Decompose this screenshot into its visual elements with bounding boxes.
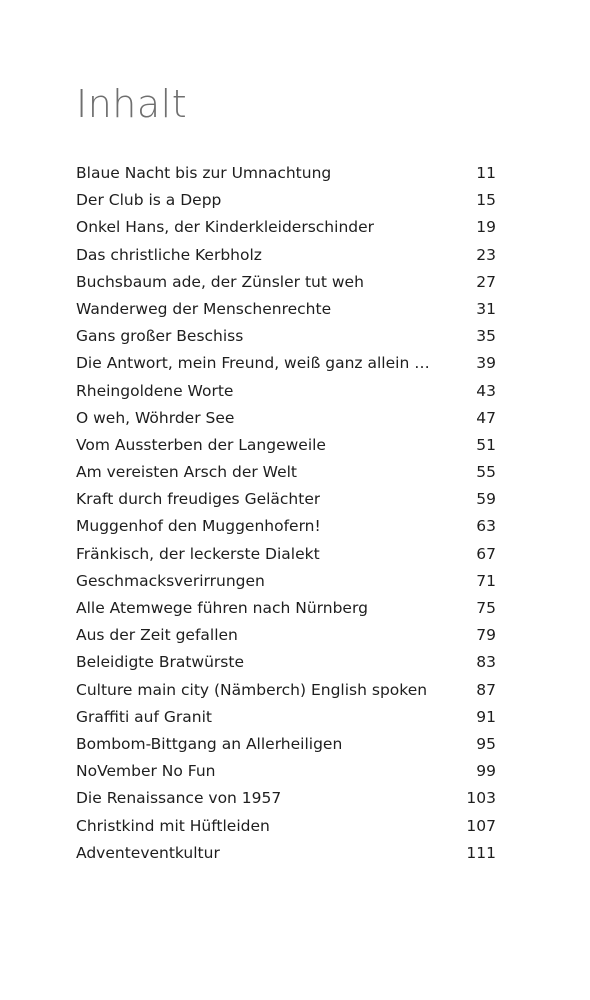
toc-entry bbox=[76, 677, 496, 704]
toc-entry-page: 91 bbox=[476, 707, 496, 726]
toc-entry bbox=[76, 704, 496, 731]
toc-entry bbox=[76, 513, 496, 540]
table-of-contents bbox=[76, 160, 496, 867]
toc-entry bbox=[76, 405, 496, 432]
toc-entry bbox=[76, 160, 496, 187]
toc-entry-page: 107 bbox=[466, 816, 496, 835]
toc-entry bbox=[76, 214, 496, 241]
toc-entry-page: 23 bbox=[476, 245, 496, 264]
toc-entry-title: Rheingoldene Worte bbox=[76, 381, 234, 400]
toc-entry-title: Am vereisten Arsch der Welt bbox=[76, 463, 297, 482]
toc-entry-title: Vom Aussterben der Langeweile bbox=[76, 435, 326, 454]
toc-entry-title: NoVember No Fun bbox=[76, 762, 216, 781]
toc-entry bbox=[76, 541, 496, 568]
toc-entry bbox=[76, 813, 496, 840]
toc-entry-title: Bombom-Bittgang an Allerheiligen bbox=[76, 734, 343, 753]
toc-entry-title: Blaue Nacht bis zur Umnachtung bbox=[76, 164, 332, 182]
toc-entry-title: Geschmacksverirrungen bbox=[76, 571, 265, 590]
toc-entry bbox=[76, 323, 496, 350]
toc-entry bbox=[76, 840, 496, 867]
toc-entry bbox=[76, 649, 496, 676]
toc-entry-title: Gans großer Beschiss bbox=[76, 327, 244, 346]
toc-entry-title: Der Club is a Depp bbox=[76, 191, 222, 210]
toc-entry-page: 27 bbox=[476, 272, 496, 291]
toc-entry-title: Kraft durch freudiges Gelächter bbox=[76, 490, 321, 509]
toc-entry-page: 63 bbox=[476, 517, 496, 536]
toc-entry-title: Die Antwort, mein Freund, weiß ganz allein … bbox=[76, 354, 430, 373]
toc-entry-title: Adventeventkultur bbox=[76, 843, 220, 862]
toc-entry bbox=[76, 568, 496, 595]
toc-entry bbox=[76, 269, 496, 296]
toc-entry-page: 35 bbox=[476, 327, 496, 346]
toc-entry-title: Beleidigte Bratwürste bbox=[76, 653, 244, 672]
toc-entry bbox=[76, 731, 496, 758]
toc-entry-page: 15 bbox=[476, 191, 496, 210]
toc-entry-title: Christkind mit Hüftleiden bbox=[76, 816, 270, 835]
toc-entry-page: 43 bbox=[476, 381, 496, 400]
toc-entry-title: Das christliche Kerbholz bbox=[76, 245, 262, 264]
toc-entry-page: 39 bbox=[476, 354, 496, 373]
toc-entry-page: 47 bbox=[476, 408, 496, 427]
toc-entry bbox=[76, 595, 496, 622]
toc-entry-page: 83 bbox=[476, 653, 496, 672]
toc-entry bbox=[76, 622, 496, 649]
toc-entry bbox=[76, 296, 496, 323]
toc-entry bbox=[76, 350, 496, 377]
toc-entry-page: 95 bbox=[476, 734, 496, 753]
toc-entry-title: Aus der Zeit gefallen bbox=[76, 626, 238, 645]
toc-entry-title: Buchsbaum ade, der Zünsler tut weh bbox=[76, 272, 364, 291]
toc-entry bbox=[76, 432, 496, 459]
toc-entry bbox=[76, 758, 496, 785]
toc-entry-page: 19 bbox=[476, 218, 496, 237]
toc-entry-page: 55 bbox=[476, 463, 496, 482]
toc-entry bbox=[76, 486, 496, 513]
toc-entry-title: Graffiti auf Granit bbox=[76, 707, 212, 726]
toc-entry-page: 51 bbox=[476, 435, 496, 454]
toc-entry-title: Fränkisch, der leckerste Dialekt bbox=[76, 544, 320, 563]
toc-entry-title: Alle Atemwege führen nach Nürnberg bbox=[76, 599, 368, 617]
toc-entry-page: 59 bbox=[476, 490, 496, 509]
toc-entry-page: 87 bbox=[476, 680, 496, 699]
toc-entry-title: Wanderweg der Menschenrechte bbox=[76, 299, 332, 318]
toc-entry bbox=[76, 242, 496, 269]
toc-entry-title: Muggenhof den Muggenhofern! bbox=[76, 517, 321, 536]
toc-entry-page: 75 bbox=[476, 599, 496, 617]
toc-entry bbox=[76, 459, 496, 486]
toc-entry-page: 103 bbox=[466, 789, 496, 808]
toc-entry-page: 67 bbox=[476, 544, 496, 563]
toc-entry-page: 111 bbox=[466, 843, 496, 862]
toc-entry-title: Die Renaissance von 1957 bbox=[76, 789, 282, 808]
toc-entry-page: 71 bbox=[476, 571, 496, 590]
toc-entry-page: 11 bbox=[476, 164, 496, 182]
toc-entry-title: O weh, Wöhrder See bbox=[76, 408, 235, 427]
toc-entry-page: 79 bbox=[476, 626, 496, 645]
toc-entry-title: Onkel Hans, der Kinderkleiderschinder bbox=[76, 218, 375, 237]
page-title: Inhalt bbox=[76, 82, 188, 126]
toc-entry bbox=[76, 378, 496, 405]
toc-entry-page: 31 bbox=[476, 299, 496, 318]
toc-entry-title: Culture main city (Nämberch) English spoken bbox=[76, 680, 428, 699]
toc-entry bbox=[76, 187, 496, 214]
toc-entry-page: 99 bbox=[476, 762, 496, 781]
toc-entry bbox=[76, 785, 496, 812]
